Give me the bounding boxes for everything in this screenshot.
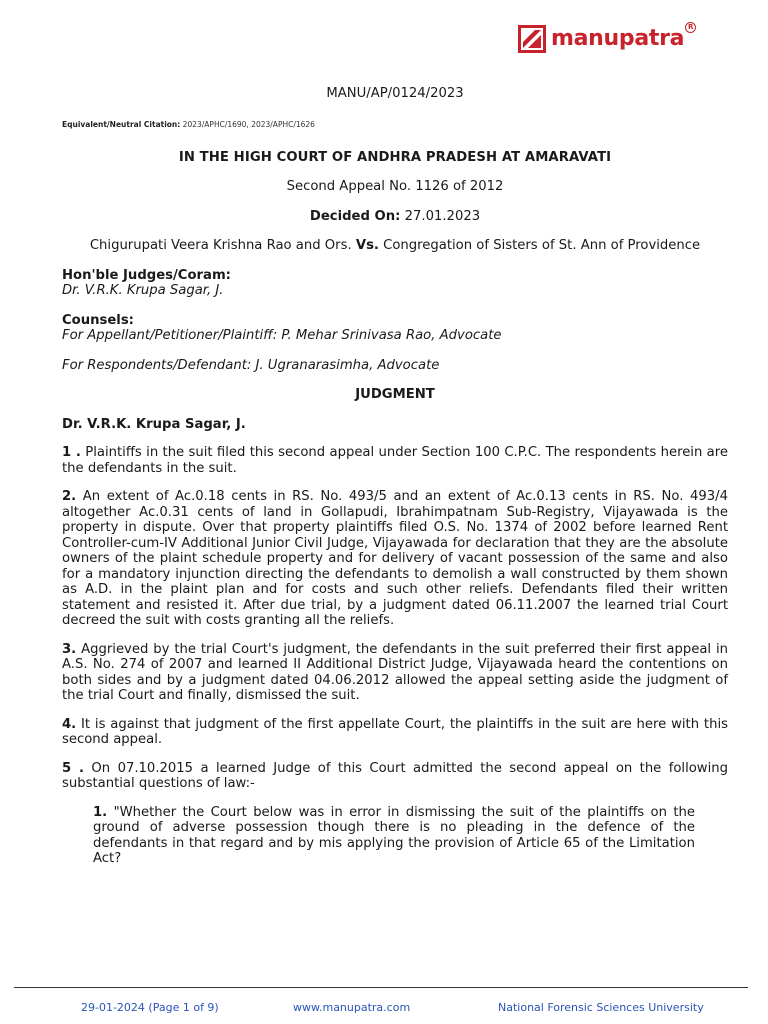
question-text: "Whether the Court below was in error in dismissing the suit of the plaintiffs on the ground of adverse possession though there is no pleading in the defence of the defendants in that regard and by mis applying the provision of Article 65 of the Limitation Act? [93, 804, 695, 866]
paragraph-5 [62, 761, 728, 792]
question-number: 1. [93, 804, 108, 820]
judgment-author [62, 417, 728, 433]
judgment-heading [62, 387, 728, 403]
paragraph-number: 3. [62, 641, 77, 657]
footer-site-link[interactable]: www.manupatra.com [293, 1001, 411, 1014]
appellant-party: Chigurupati Veera Krishna Rao and Ors. [89, 238, 352, 253]
court-name: IN THE HIGH COURT OF ANDHRA PRADESH AT AMARAVATI [178, 149, 612, 165]
document-body [62, 86, 728, 867]
paragraph-text: Plaintiffs in the suit filed this second appeal under Section 100 C.P.C. The respondents herein are the defendants in the suit. [62, 445, 729, 476]
paragraph-text: An extent of Ac.0.18 cents in RS. No. 493/5 and an extent of Ac.0.13 cents in RS. No. 493/4 altogether Ac.0.31 cents of land in Gollapudi, Ibrahimpatnam Sub-Registry, Vijayawada is the property in dispute. Over that property plaintiffs filed O.S. No. 1374 of 2002 before learned Rent Controller-cum-IV Additional Junior Civil Judge, Vijayawada for declaration that they are the absolute owners of the plaint schedule property and for delivery of vacant possession of the same and also for a mandatory injunction directing the defendants to demolish a wall constructed by them shown as A.D. in the plaint plan and for costs and such other reliefs. Defendants filed their written statement and resisted it. After due trial, by a judgment dated 06.11.2007 the learned trial Court decreed the suit with costs granting all the reliefs. [62, 489, 728, 628]
equivalent-citation-label: Equivalent/Neutral Citation: [62, 120, 181, 129]
decided-on-date: 27.01.2023 [404, 208, 481, 224]
registered-mark-icon: R [685, 22, 696, 33]
paragraph-text: It is against that judgment of the first appellate Court, the plaintiffs in the suit are here with this second appeal. [62, 716, 728, 747]
paragraph-3 [62, 642, 728, 704]
paragraph-1 [62, 445, 728, 476]
paragraph-text: Aggrieved by the trial Court's judgment, the defendants in the suit preferred their first appeal in A.S. No. 274 of 2007 and learned II Additional District Judge, Vijayawada heard the contentions on both sides and by a judgment dated 04.06.2012 allowed the appeal setting aside the judgment of the trial Court and finally, dismissed the suit. [62, 641, 728, 703]
paragraph-4 [62, 717, 728, 748]
case-number: Second Appeal No. 1126 of 2012 [286, 179, 504, 194]
paragraph-text: On 07.10.2015 a learned Judge of this Court admitted the second appeal on the following substantial questions of law:- [62, 760, 728, 791]
parties [62, 238, 728, 254]
decided-on [62, 209, 728, 225]
decided-on-label: Decided On: [309, 208, 401, 224]
counsels-label: Counsels: [62, 312, 134, 328]
coram-section [62, 268, 728, 299]
equivalent-citation-value: 2023/APHC/1690, 2023/APHC/1626 [182, 120, 315, 129]
manupatra-logo [518, 23, 694, 54]
footer-divider [14, 987, 748, 988]
manupatra-logo-icon [518, 25, 546, 53]
paragraph-number: 5 . [62, 760, 84, 776]
coram-judge: Dr. V.R.K. Krupa Sagar, J. [62, 283, 224, 298]
question-of-law-1 [93, 805, 695, 867]
brand-name: manupatra [551, 26, 685, 51]
paragraph-number: 2. [62, 489, 77, 504]
respondent-party: Congregation of Sisters of St. Ann of Providence [383, 238, 701, 253]
judgment-heading-text: JUDGMENT [355, 387, 435, 402]
counsels-section [62, 313, 728, 374]
coram-label: Hon'ble Judges/Coram: [62, 267, 231, 283]
paragraph-number: 4. [62, 716, 77, 732]
footer-date-page: 29-01-2024 (Page 1 of 9) [81, 1001, 219, 1014]
judgment-author-text: Dr. V.R.K. Krupa Sagar, J. [62, 416, 246, 432]
appellant-counsel: For Appellant/Petitioner/Plaintiff: P. Mehar Srinivasa Rao, Advocate [62, 328, 502, 343]
versus-label: Vs. [355, 238, 379, 253]
equivalent-citation [62, 117, 728, 133]
footer-licensee: National Forensic Sciences University [498, 1001, 704, 1014]
respondent-counsel: For Respondents/Defendant: J. Ugranarasimha, Advocate [62, 357, 440, 373]
paragraph-number: 1 . [62, 445, 81, 460]
paragraph-2 [62, 489, 728, 629]
citation-number: MANU/AP/0124/2023 [326, 86, 464, 101]
